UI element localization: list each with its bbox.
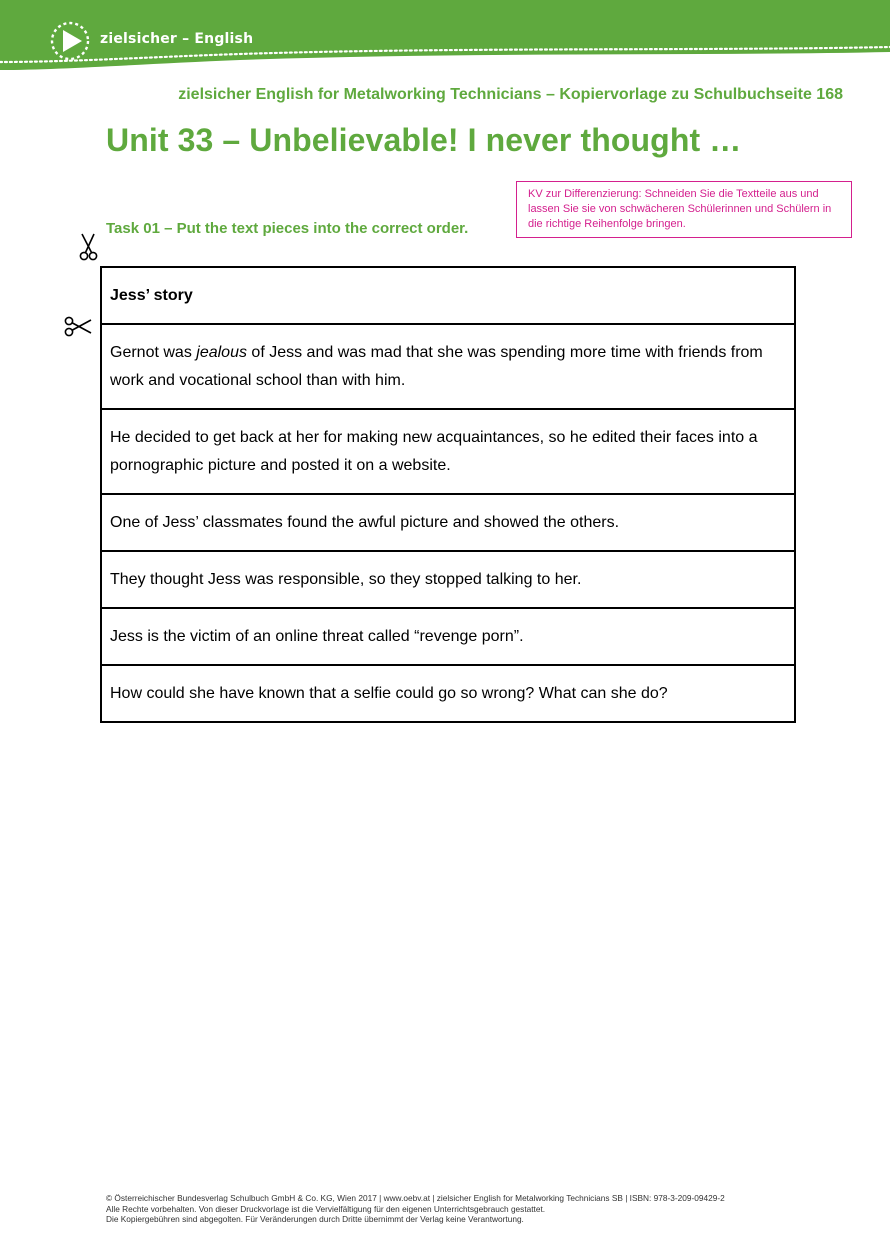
story-piece: They thought Jess was responsible, so they stopped talking to her. (101, 551, 795, 608)
brand-name: zielsicher – English (100, 31, 254, 47)
table-row (101, 494, 795, 551)
table-row (101, 409, 795, 494)
scissors-icon (64, 316, 92, 343)
task-label: Task 01 – Put the text pieces into the correct order. (106, 220, 469, 237)
table-row (101, 324, 795, 409)
teacher-note: KV zur Differenzierung: Schneiden Sie die Textteile aus und lassen Sie sie von schwächeren Schülerinnen und Schülern in die richtige Reihenfolge bringen. (516, 181, 852, 238)
piece-text: Gernot was (110, 343, 197, 361)
story-table (100, 266, 796, 723)
table-row (101, 665, 795, 722)
story-piece: How could she have known that a selfie could go so wrong? What can she do? (101, 665, 795, 722)
copyright-footer (106, 1193, 725, 1225)
footer-line: Die Kopiergebühren sind abgegolten. Für Veränderungen durch Dritte übernimmt der Verlag keine Verantwortung. (106, 1214, 524, 1224)
story-heading: Jess’ story (101, 267, 795, 324)
footer-line: © Österreichischer Bundesverlag Schulbuch GmbH & Co. KG, Wien 2017 | www.oebv.at | zielsicher English for Metalworking Technicians SB | ISBN: 978-3-209-09429-2 (106, 1193, 725, 1203)
story-piece: Jess is the victim of an online threat called “revenge porn”. (101, 608, 795, 665)
unit-title: Unit 33 – Unbelievable! I never thought … (106, 122, 742, 158)
story-piece: He decided to get back at her for making new acquaintances, so he edited their faces into a pornographic picture and posted it on a website. (101, 409, 795, 494)
story-piece (101, 324, 795, 409)
scissors-icon (78, 232, 100, 267)
story-piece: One of Jess’ classmates found the awful picture and showed the others. (101, 494, 795, 551)
table-row (101, 608, 795, 665)
table-row (101, 267, 795, 324)
emphasis-word: jealous (196, 343, 247, 361)
table-row (101, 551, 795, 608)
series-line: zielsicher English for Metalworking Technicians – Kopiervorlage zu Schulbuchseite 168 (178, 86, 843, 103)
piece-text: of Jess and was mad that she was spending more time with friends from work and vocational school than with him. (110, 343, 763, 389)
footer-line: Alle Rechte vorbehalten. Von dieser Druckvorlage ist die Vervielfältigung für den eigenen Unterrichtsgebrauch gestattet. (106, 1203, 546, 1214)
